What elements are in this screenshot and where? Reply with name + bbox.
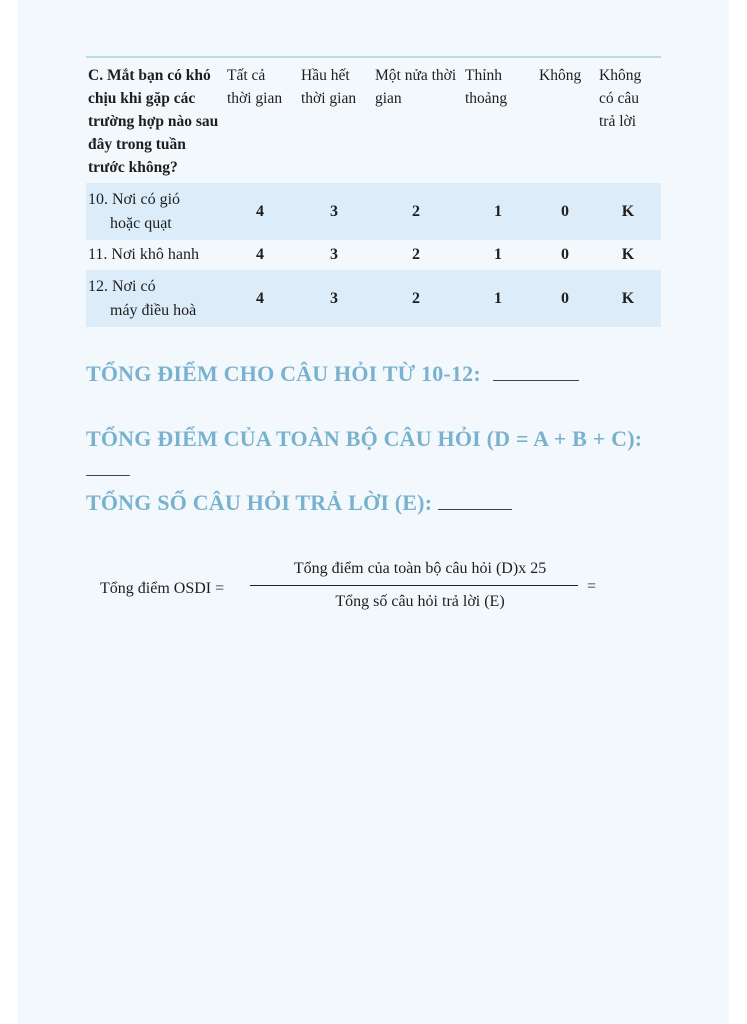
- total-all-heading: [86, 426, 642, 452]
- column-header: Không có câu trả lời: [599, 67, 642, 130]
- column-header: Không: [539, 67, 582, 84]
- heading-text: TỔNG ĐIỂM CHO CÂU HỎI TỪ 10-12:: [86, 361, 481, 386]
- score-cell: K: [621, 246, 635, 263]
- fill-in-line[interactable]: [438, 508, 512, 510]
- column-header: Thỉnh thoảng: [465, 67, 508, 107]
- formula-numerator: Tổng điểm của toàn bộ câu hỏi (D)x 25: [293, 560, 547, 577]
- question-line: máy điều hoà: [110, 301, 197, 319]
- table-row: [86, 183, 661, 240]
- document-page: [18, 0, 729, 1024]
- score-cell: K: [595, 270, 661, 327]
- question-header: C. Mắt bạn có khó chịu khi gặp các trường hợp nào sau đây trong tuần trước không?: [88, 67, 219, 176]
- score-cell: 3: [330, 246, 338, 263]
- question-cell: [86, 240, 223, 270]
- column-header: Một nửa thời gian: [375, 67, 457, 107]
- heading-text: TỔNG SỐ CÂU HỎI TRẢ LỜI (E):: [86, 490, 433, 515]
- question-line: 10. Nơi có gió: [88, 190, 181, 208]
- fill-in-line[interactable]: [86, 474, 130, 476]
- total-answered-heading: [86, 490, 512, 516]
- formula-equals: =: [587, 578, 597, 595]
- score-cell: 1: [494, 246, 502, 263]
- table-row: [86, 240, 661, 270]
- question-line: 12. Nơi có: [88, 277, 156, 295]
- score-cell: 1: [461, 270, 535, 327]
- score-cell: 4: [223, 270, 297, 327]
- table-header-row: [86, 58, 661, 183]
- score-cell: 0: [561, 246, 569, 263]
- question-line: hoặc quạt: [110, 214, 172, 232]
- heading-text: TỔNG ĐIỂM CỦA TOÀN BỘ CÂU HỎI (D = A + B + C):: [86, 426, 643, 451]
- score-cell: K: [595, 183, 661, 240]
- question-line: 11. Nơi khô hanh: [88, 246, 199, 263]
- question-cell: [86, 270, 223, 327]
- score-cell: 0: [535, 270, 595, 327]
- score-cell: 0: [535, 183, 595, 240]
- score-cell: 4: [223, 183, 297, 240]
- table-row: [86, 270, 661, 327]
- column-header: Tất cả thời gian: [227, 67, 283, 107]
- score-cell: 3: [297, 183, 371, 240]
- formula-left: Tổng điểm OSDI =: [100, 580, 225, 597]
- fill-in-line[interactable]: [493, 379, 579, 381]
- osdi-formula: [100, 560, 660, 620]
- score-cell: 2: [371, 183, 461, 240]
- column-header: Hầu hết thời gian: [301, 67, 357, 107]
- fraction-bar: [250, 585, 578, 586]
- question-cell: [86, 183, 223, 240]
- score-cell: 3: [297, 270, 371, 327]
- score-cell: 2: [371, 270, 461, 327]
- osdi-section-c-table: [86, 56, 661, 327]
- formula-denominator: Tổng số câu hỏi trả lời (E): [335, 593, 505, 610]
- score-cell: 4: [256, 246, 264, 263]
- total-10-12-heading: [86, 361, 579, 387]
- score-cell: 1: [461, 183, 535, 240]
- score-cell: 2: [412, 246, 420, 263]
